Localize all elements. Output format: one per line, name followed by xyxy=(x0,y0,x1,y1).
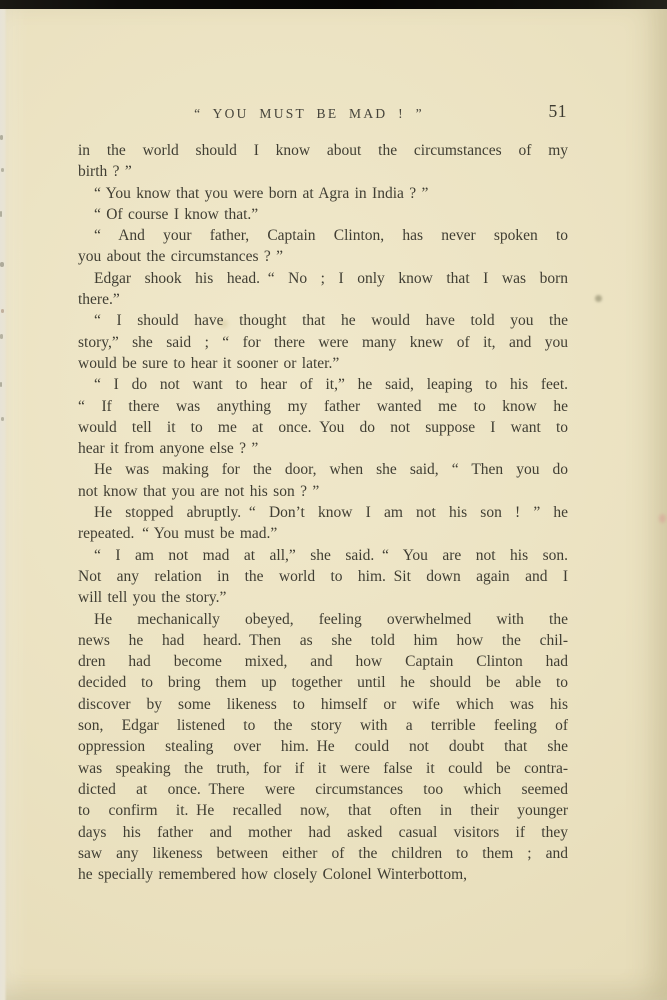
text-line: news he had heard. Then as she told him how the chil- xyxy=(78,631,568,649)
text-line: “ If there was anything my father wanted me to know he xyxy=(78,397,568,415)
text-line: “ And your father, Captain Clinton, has never spoken to xyxy=(94,227,568,245)
text-line: “ I should have thought that he would have told you the xyxy=(94,312,568,330)
text-line: he specially remembered how closely Colonel Winterbottom, xyxy=(78,866,468,884)
text-line: He stopped abruptly. “ Don’t know I am not his son ! ” he xyxy=(94,504,568,522)
text-line: you about the circumstances ? ” xyxy=(78,248,284,266)
text-line: would be sure to hear it sooner or later.” xyxy=(78,354,340,372)
text-line: would tell it to me at once. You do not suppose I want to xyxy=(78,418,568,436)
text-line: there.” xyxy=(78,291,120,309)
text-line: repeated. “ You must be mad.” xyxy=(78,525,278,543)
page-edge-mark xyxy=(0,262,4,267)
text-line: birth ? ” xyxy=(78,163,132,181)
text-line: will tell you the story.” xyxy=(78,589,227,607)
page-edge-mark xyxy=(0,135,3,140)
page-left-edge xyxy=(0,9,7,1000)
text-line: oppression stealing over him. He could not doubt that she xyxy=(78,738,568,756)
scan-top-edge xyxy=(0,0,667,9)
page-edge-mark xyxy=(0,382,2,387)
page-number: 51 xyxy=(548,101,567,121)
text-line: days his father and mother had asked casual visitors if they xyxy=(78,823,568,841)
body-text xyxy=(78,140,568,885)
text-line: He was making for the door, when she said, “ Then you do xyxy=(94,461,568,479)
text-line: son, Edgar listened to the story with a terrible feeling of xyxy=(78,717,568,735)
text-line: dicted at once. There were circumstances too which seemed xyxy=(78,780,568,798)
text-line: saw any likeness between either of the children to them ; and xyxy=(78,844,568,862)
text-line: Not any relation in the world to him. Sit down again and I xyxy=(78,567,568,585)
text-line: He mechanically obeyed, feeling overwhelmed with the xyxy=(94,610,568,628)
text-line: “ You know that you were born at Agra in India ? ” xyxy=(94,184,429,202)
page-stain xyxy=(659,514,666,523)
text-line: “ I am not mad at all,” she said. “ You are not his son. xyxy=(94,546,568,564)
running-title: “ YOU MUST BE MAD ! ” xyxy=(194,106,424,121)
text-line: “ I do not want to hear of it,” he said, leaping to his feet. xyxy=(94,376,568,394)
page-edge-mark xyxy=(0,334,3,339)
text-line: story,” she said ; “ for there were many knew of it, and you xyxy=(78,333,568,351)
text-line: hear it from anyone else ? ” xyxy=(78,440,259,458)
page-edge-mark xyxy=(1,168,4,172)
text-line: not know that you are not his son ? ” xyxy=(78,482,320,500)
text-line: Edgar shook his head. “ No ; I only know that I was born xyxy=(94,269,568,287)
page-content xyxy=(78,103,568,885)
text-line: decided to bring them up together until he should be able to xyxy=(78,674,568,692)
text-line: “ Of course I know that.” xyxy=(94,205,259,223)
ink-smudge xyxy=(595,295,602,302)
text-line: to confirm it. He recalled now, that often in their younger xyxy=(78,802,568,820)
text-line: discover by some likeness to himself or wife which was his xyxy=(78,695,568,713)
page-edge-mark xyxy=(1,309,4,313)
page-edge-mark xyxy=(0,211,2,217)
text-line: dren had become mixed, and how Captain Clinton had xyxy=(78,653,568,671)
text-line: was speaking the truth, for if it were false it could be contra- xyxy=(78,759,568,777)
page-edge-mark xyxy=(1,417,4,421)
page-header xyxy=(78,103,568,125)
text-line: in the world should I know about the circumstances of my xyxy=(78,142,568,159)
